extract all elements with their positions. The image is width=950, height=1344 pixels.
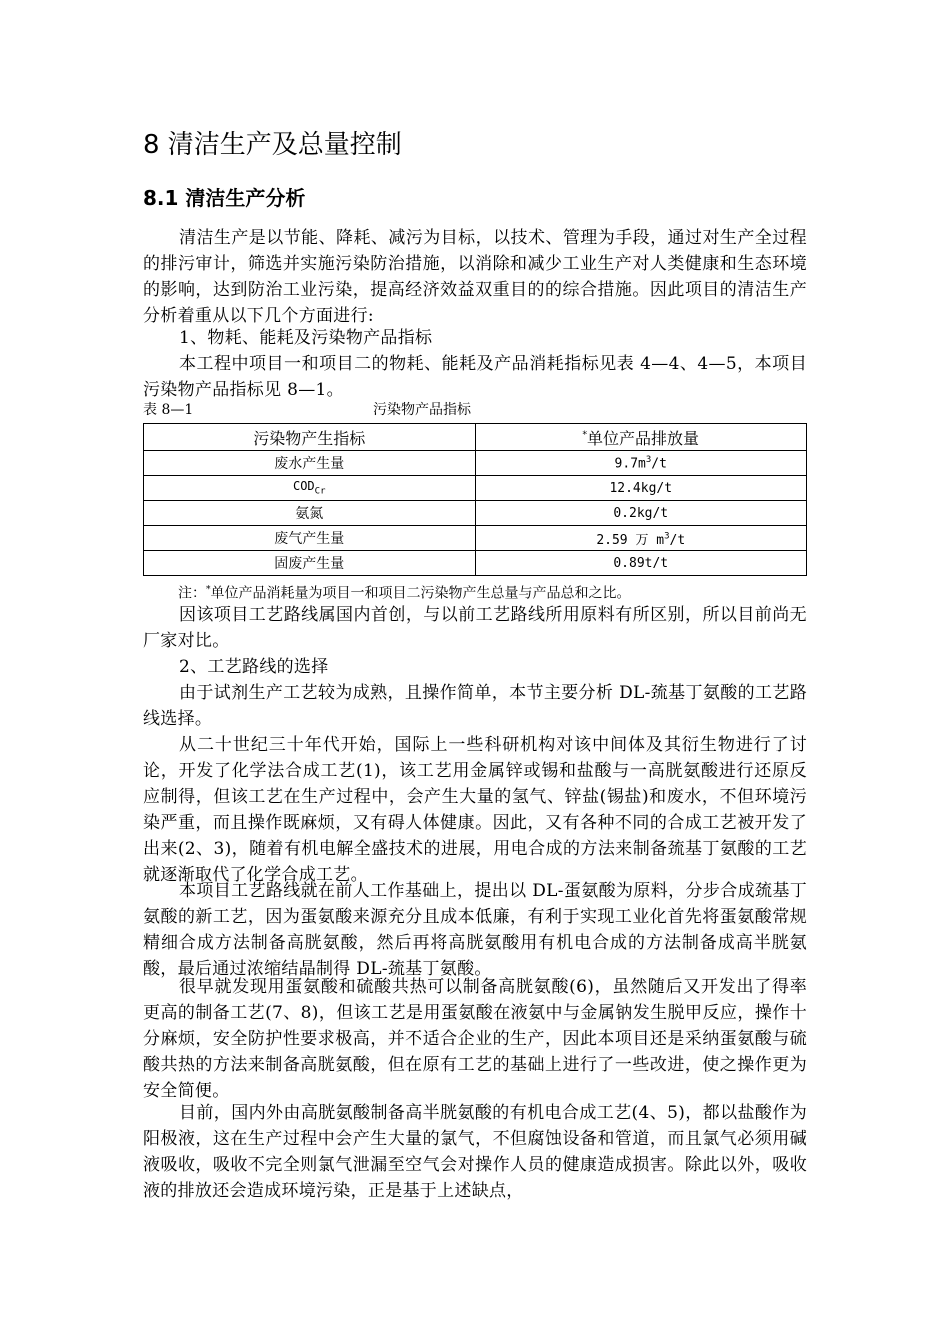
row-value: 0.89t/t — [475, 551, 807, 576]
row-name: 废水产生量 — [144, 451, 476, 476]
col-header-emission: *单位产品排放量 — [475, 424, 807, 451]
table-row — [144, 476, 807, 501]
row-value: 0.2kg/t — [475, 501, 807, 526]
paragraph-methionine: 很早就发现用蛋氨酸和硫酸共热可以制备高胱氨酸(6)，虽然随后又开发出了得率更高的制备工艺(7、8)，但该工艺是用蛋氨酸在液氨中与金属钠发生脱甲反应，操作十分麻烦，安全防护性要求极高，并不适合企业的生产，因此本项目还是采纳蛋氨酸与硫酸共热的方法来制备高胱氨酸，但在原有工艺的基础上进行了一些改进，使之操作更为安全简便。 — [143, 977, 807, 1101]
row-name: $COD_{Cr}$ — [144, 476, 476, 501]
table-row — [144, 501, 807, 526]
row-value: $9.7m^3/t$ — [475, 451, 807, 476]
row-value: 2.59 万 $m^3/t$ — [475, 526, 807, 551]
item1-paragraph: 本工程中项目一和项目二的物耗、能耗及产品消耗指标见表 4—4、4—5，本项目污染物产品指标见 8—1。 — [143, 354, 807, 400]
paragraph-electrosynthesis: 目前，国内外由高胱氨酸制备高半胱氨酸的有机电合成工艺(4、5)，都以盐酸作为阳极液，这在生产过程中会产生大量的氯气，不但腐蚀设备和管道，而且氯气必须用碱液吸收，吸收不完全则氯气泄漏至空气会对操作人员的健康造成损害。除此以外，吸收液的排放还会造成环境污染，正是基于上述缺点， — [143, 1103, 807, 1201]
item2-title: 2、工艺路线的选择 — [179, 657, 329, 677]
section-heading: 8.1 清洁生产分析 — [143, 186, 306, 210]
asterisk-mark: * — [582, 430, 587, 441]
row-value: 12.4kg/t — [475, 476, 807, 501]
row-name: 废气产生量 — [144, 526, 476, 551]
row-name: 固废产生量 — [144, 551, 476, 576]
table-row — [144, 451, 807, 476]
col-header-indicator: 污染物产生指标 — [144, 424, 476, 451]
table-header-row — [144, 424, 807, 451]
paragraph-new-process: 本项目工艺路线就在前人工作基础上，提出以 DL-蛋氨酸为原料，分步合成巯基丁氨酸的新工艺，因为蛋氨酸来源充分且成本低廉，有利于实现工业化首先将蛋氨酸常规精细合成方法制备高胱氨酸，然后再将高胱氨酸用有机电合成的方法制备成高半胱氨酸，最后通过浓缩结晶制得 DL-巯基丁氨酸。 — [143, 881, 807, 979]
table-row — [144, 526, 807, 551]
table-caption — [143, 400, 807, 420]
pollutant-index-table — [143, 423, 807, 576]
table-number: 表 8—1 — [143, 402, 194, 418]
item1-title: 1、物耗、能耗及污染物产品指标 — [179, 328, 433, 348]
table-title: 污染物产品指标 — [373, 402, 471, 418]
paragraph-history: 从二十世纪三十年代开始，国际上一些科研机构对该中间体及其衍生物进行了讨论，开发了化学法合成工艺(1)，该工艺用金属锌或锡和盐酸与一高胱氨酸进行还原反应制得，但该工艺在生产过程中，会产生大量的氢气、锌盐(锡盐)和废水，不但环境污染严重，而且操作既麻烦，又有碍人体健康。因此，又有各种不同的合成工艺被开发了出来(2、3)，随着有机电解全盛技术的进展，用电合成的方法来制备巯基丁氨酸的工艺就逐渐取代了化学合成工艺。 — [143, 735, 807, 885]
paragraph-route-intro: 由于试剂生产工艺较为成熟，且操作简单，本节主要分析 DL-巯基丁氨酸的工艺路线选择。 — [143, 683, 807, 729]
intro-paragraph: 清洁生产是以节能、降耗、减污为目标，以技术、管理为手段，通过对生产全过程的排污审计，筛选并实施污染防治措施，以消除和减少工业生产对人类健康和生态环境的影响，达到防治工业污染，提高经济效益双重目的的综合措施。因此项目的清洁生产分析着重从以下几个方面进行: — [143, 228, 807, 326]
row-name: 氨氮 — [144, 501, 476, 526]
chapter-heading: 8 清洁生产及总量控制 — [143, 130, 402, 160]
table-note: 注：*单位产品消耗量为项目一和项目二污染物产生总量与产品总和之比。 — [178, 585, 631, 602]
paragraph-after-table: 因该项目工艺路线属国内首创，与以前工艺路线所用原料有所区别，所以目前尚无厂家对比。 — [143, 605, 807, 651]
table-row — [144, 551, 807, 576]
